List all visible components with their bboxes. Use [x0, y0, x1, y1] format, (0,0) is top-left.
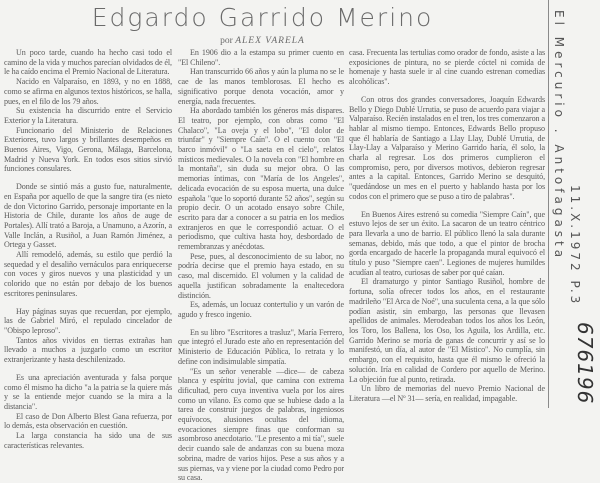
article-paragraph: La larga constancia ha sido una de sus características relevantes.	[4, 431, 172, 450]
article-paragraph: Tantos años vividos en tierras extrañas han llevado a muchos a juzgarlo como un escritor extranjerizante y hasta deschilenizado.	[4, 335, 172, 365]
article-column-2	[178, 48, 344, 483]
article-paragraph: Con otros dos grandes conversadores, Joaquín Edwards Bello y Diego Dublé Urrutia, se puso de acuerdo para viajar a Valparaíso. Recién instalados en el tren, los tres comenzaron a hablar al mismo tiempo. Entonces, Edwards Bello propuso que él hablaría de Santiago a Llay Llay, Dublé Urrutia, de Llay-Llay a Valparaíso y Merino Garrido haría, él solo, la charla al regresar. Los dos primeros cumplieron el compromiso, pero, por diversos motivos, debieron regresar antes a la capital. Entonces, Garrido Merino se desquitó, "quedándose un mes en el puerto y hablando hasta por los codos con el primero que se puso a tiro de palabras".	[349, 94, 545, 201]
article-paragraph: "Es un señor venerable —dice— de cabeza blanca y espíritu jovial, que camina con extrema dificultad, pero cuya inventiva vuela por los aires como un vilano. Es como que se hubiese dado a la tarea de construir juegos de palabras, ingeniosos equívocos, alusiones ocultas del idioma, evocaciones siempre finas que conforman su asombroso anecdotario. "Le presento a mi tía", suele decir cuando sale de andanzas con su buena moza sobrina, madre de varios hijos. Pese a sus años y a sus piernas, va y viene por la ciudad como Pedro por su casa.	[178, 366, 344, 483]
article-paragraph: En su libro "Escritores a trasluz", María Ferrero, que integró el Jurado este año en representación del Ministerio de Educación Pública, lo retrata y lo define con indisimulable simpatía.	[178, 327, 344, 366]
handwritten-archive-number: 676196	[573, 322, 597, 405]
article-paragraph: El dramaturgo y pintor Santiago Rusiñol, hombre de fortuna, solía ofrecer todos los años, en el restaurante madrileño "El Arca de Noé", una suculenta cena, a la que sólo podían asistir, sin embargo, las personas que llevasen apellidos de animales. Merodeaban todos los años los León, los Toro, los Ballena, los Oso, los Aguila, los Ardilla, etc. Garrido Merino se moría de ganas de concurrir y así se lo manifestó, un día, al autor de "El Místico". No cumplía, sin embargo, con el requisito, hasta que él mismo le ofreció la solución. Iría en calidad de Cordero por aquello de Merino. La objeción fue al punto, retirada.	[349, 277, 545, 384]
article-paragraph: Donde se sintió más a gusto fue, naturalmente, en España por aquello de que la sangre tira (es nieto de don Victorino Garrido, personaje importante en la Historia de Chile, durante los años de auge de Portales). Allí trató a Baroja, a Unamuno, a Azorín, a Valle Inclán, a Rusiñol, a Juan Ramón Jiménez, a Ortega y Gasset.	[4, 182, 172, 250]
article-paragraph: Han transcurrido 66 años y aún la pluma no se le cae de las manos temblorosas. El hecho es significativo porque denota vocación, amor y energía, nada frecuentes.	[178, 67, 344, 106]
article-paragraph: Allí remodeló, además, su estilo que perdió la sequedad y el desaliño vernáculos para enriquecerse con voces y giros nuevos y una plasticidad y un colorido que no están por debajo de los buenos escritores peninsulares.	[4, 250, 172, 298]
article-paragraph: El caso de Don Alberto Blest Gana refuerza, por lo demás, esta observación en cuestión.	[4, 411, 172, 431]
article-paragraph: Su existencia ha discurrido entre el Servicio Exterior y la Literatura.	[4, 106, 172, 125]
clipping-edge-line	[548, 0, 549, 408]
handwritten-date-note: 11.X.1972 P.3	[568, 185, 582, 307]
article-paragraph: Pese, pues, al desconocimiento de su labor, no podría decirse que el premio haya estado, en su caso, mal discernido. El volumen y la calidad de aquella justifican sobradamente la enaltecedora distinción.	[178, 251, 344, 300]
article-paragraph: En 1906 dio a la estampa su primer cuento en "El Chileno".	[178, 48, 344, 67]
article-paragraph: casa. Frecuenta las tertulias como orador de fondo, asiste a las exposiciones de pintura, no se pierde cóctel ni comida de homenaje y hasta suele ir al cine cuando estrenan comedias alcohólicas".	[349, 48, 545, 87]
article-paragraph: Un poco tarde, cuando ha hecho casi todo el camino de la vida y muchos parecían olvidados de él, le ha caído encima el Premio Nacional de Literatura.	[4, 48, 172, 77]
author-name: ALEX VARELA	[235, 36, 305, 46]
article-paragraph: Ha abordado también los géneros más dispares. El teatro, por ejemplo, con obras como "El Chalaco", "La oveja y el lobo", "El dolor de triunfar" y "Siempre Caín". O el cuento con "El barco inmóvil" o "La saeta en el cielo", relatos místicos medievales. O la novela con "El hombre en la montaña", sin duda su mejor obra. O las memorias íntimas, con "María de los Angeles", delicada evocación de su esposa muerta, una dulce española "que lo soportó durante 52 años", según su propio decir. O un acotado ensayo sobre Chile, escrito para dar a conocer a su patria en los medios extranjeros en que le correspondió actuar. O el periodismo, que cultiva hasta hoy, desbordado de remembranzas y anécdotas.	[178, 106, 344, 252]
article-column-3	[349, 48, 545, 404]
article-paragraph: Funcionario del Ministerio de Relaciones Exteriores, tuvo largos y brillantes desempeños en Buenos Aires, Vigo, Gerona, Málaga, Barcelona, Madrid y Nueva York. En todos esos sitios sirvió funciones consulares.	[4, 125, 172, 174]
article-paragraph: Hay páginas suyas que recuerdan, por ejemplo, las de Gabriel Miró, el repulado cincelador de "Obispo leproso".	[4, 306, 172, 335]
article-paragraph: Nacido en Valparaíso, en 1893, y no en 1888, como se afirma en algunos textos históricos, se halla, pues, en el filo de los 79 años.	[4, 77, 172, 106]
byline-prefix: por	[220, 36, 233, 46]
article-column-1	[4, 48, 172, 450]
handwritten-source-note: El Mercurio . Antofagasta	[552, 10, 566, 262]
byline	[0, 36, 525, 46]
article-paragraph: Es, además, un locuaz contertulio y un varón de agudo y fresco ingenio.	[178, 300, 344, 319]
article-paragraph: Un libro de memorias del nuevo Premio Nacional de Literatura —el Nº 31— sería, en realidad, impagable.	[349, 384, 545, 403]
article-paragraph: Es una apreciación aventurada y falsa porque como él mismo ha dicho "a la patria se la quiere más y se la entiende mejor cuando se la mira a la distancia".	[4, 372, 172, 411]
article-title: Edgardo Garrido Merino	[91, 3, 434, 32]
article-paragraph: En Buenos Aires estrenó su comedia "Siempre Caín", que estuvo lejos de ser un éxito. La sacaron de un teatro céntrico para llevarla a uno de barrio. El público llenó la sala durante semanas, debido, más que todo, a que el pintor de brocha gorda encargado de hacerle la propaganda mural equivocó el título y puso "Siempre caen". Legiones de mujeres humildes acudían al teatro, curiosas de saber por qué caían.	[349, 209, 545, 277]
